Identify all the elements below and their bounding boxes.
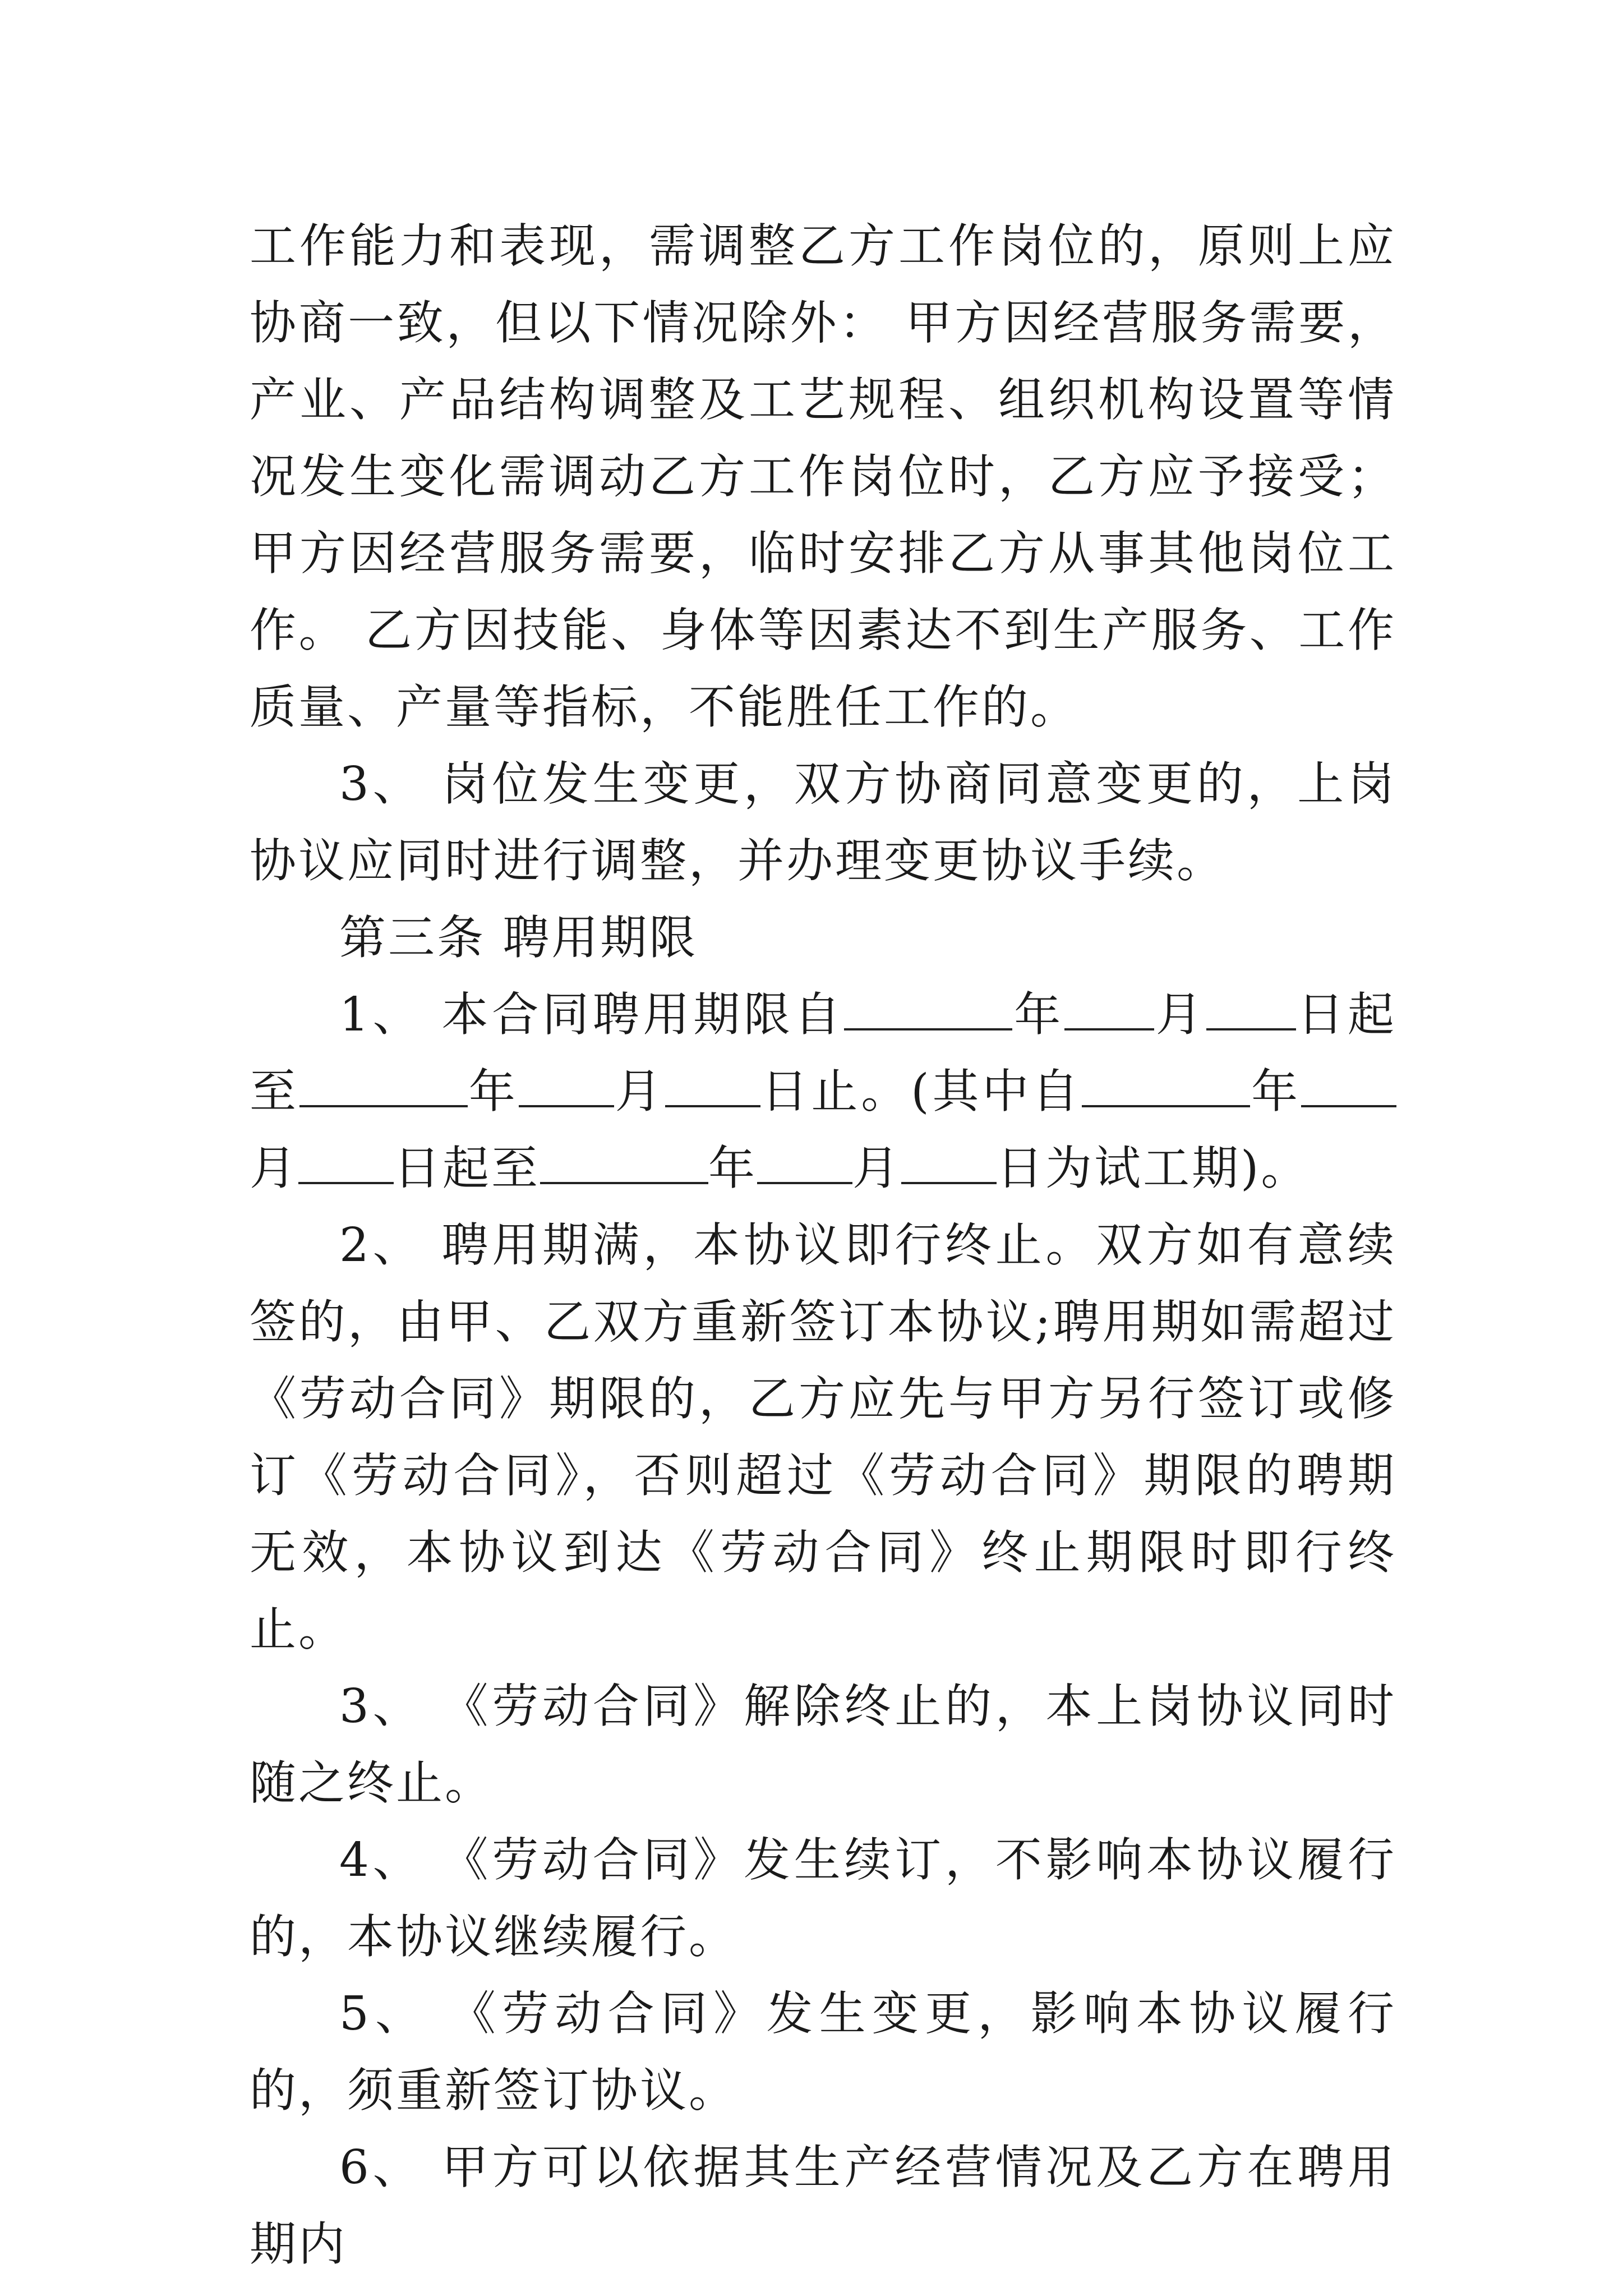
day-from-label: 日起至	[250, 987, 1397, 1119]
blank-year-start	[844, 989, 1012, 1030]
day-from-label: 日起至	[394, 1141, 540, 1195]
blank-probation-month-end	[757, 1143, 852, 1184]
probation-label: 日为试工期)。	[997, 1141, 1310, 1195]
blank-day-end	[665, 1066, 760, 1107]
year-label: 年	[1250, 1064, 1302, 1119]
section-heading: 第三条 聘用期限	[339, 910, 698, 965]
blank-probation-day-start	[298, 1143, 394, 1184]
blank-month-start	[1064, 989, 1154, 1030]
month-label: 月	[1154, 987, 1206, 1042]
month-label: 月	[250, 1141, 298, 1195]
year-label: 年	[708, 1141, 757, 1195]
paragraph: 5、 《劳动合同》发生变更，影响本协议履行的，须重新签订协议。	[250, 1986, 1396, 2118]
year-label: 年	[467, 1064, 519, 1119]
document-body	[250, 208, 1396, 2283]
blank-probation-day-end	[901, 1143, 997, 1184]
blank-probation-year-start	[1082, 1066, 1250, 1107]
paragraph: 2、 聘用期满，本协议即行终止。双方如有意续签的，由甲、乙双方重新签订本协议;聘用期如需超过《劳动合同》期限的，乙方应先与甲方另行签订或修订《劳动合同》，否则超过《劳动合同》期限的聘期无效，本协议到达《劳动合同》终止期限时即行终止。	[250, 1218, 1396, 1657]
paragraph: 3、 岗位发生变更，双方协商同意变更的，上岗协议应同时进行调整，并办理变更协议手续。	[250, 757, 1396, 888]
blank-probation-month-start	[1301, 1066, 1396, 1107]
blank-year-end	[299, 1066, 468, 1107]
month-label: 月	[614, 1064, 665, 1119]
blank-day-start	[1206, 989, 1296, 1030]
paragraph: 6、 甲方可以依据其生产经营情况及乙方在聘用期内	[250, 2140, 1396, 2271]
blank-month-end	[519, 1066, 614, 1107]
term-clause-prefix: 1、 本合同聘用期限自	[339, 987, 845, 1042]
day-until-label: 日止。(其中自	[760, 1064, 1082, 1119]
year-label: 年	[1012, 987, 1064, 1042]
paragraph: 4、 《劳动合同》发生续订，不影响本协议履行的，本协议继续履行。	[250, 1833, 1396, 1964]
month-label: 月	[852, 1141, 901, 1195]
blank-probation-year-end	[540, 1143, 708, 1184]
term-clause-paragraph	[250, 976, 1396, 1207]
paragraph: 工作能力和表现，需调整乙方工作岗位的，原则上应协商一致，但以下情况除外： 甲方因经营服务需要，产业、产品结构调整及工艺规程、组织机构设置等情况发生变化需调动乙方工作岗位时，乙方应予接受；甲方因经营服务需要，临时安排乙方从事其他岗位工作。 乙方因技能、身体等因素达不到生产服务、工作质量、产量等指标，不能胜任工作的。	[250, 219, 1396, 734]
paragraph: 3、 《劳动合同》解除终止的，本上岗协议同时随之终止。	[250, 1679, 1396, 1810]
